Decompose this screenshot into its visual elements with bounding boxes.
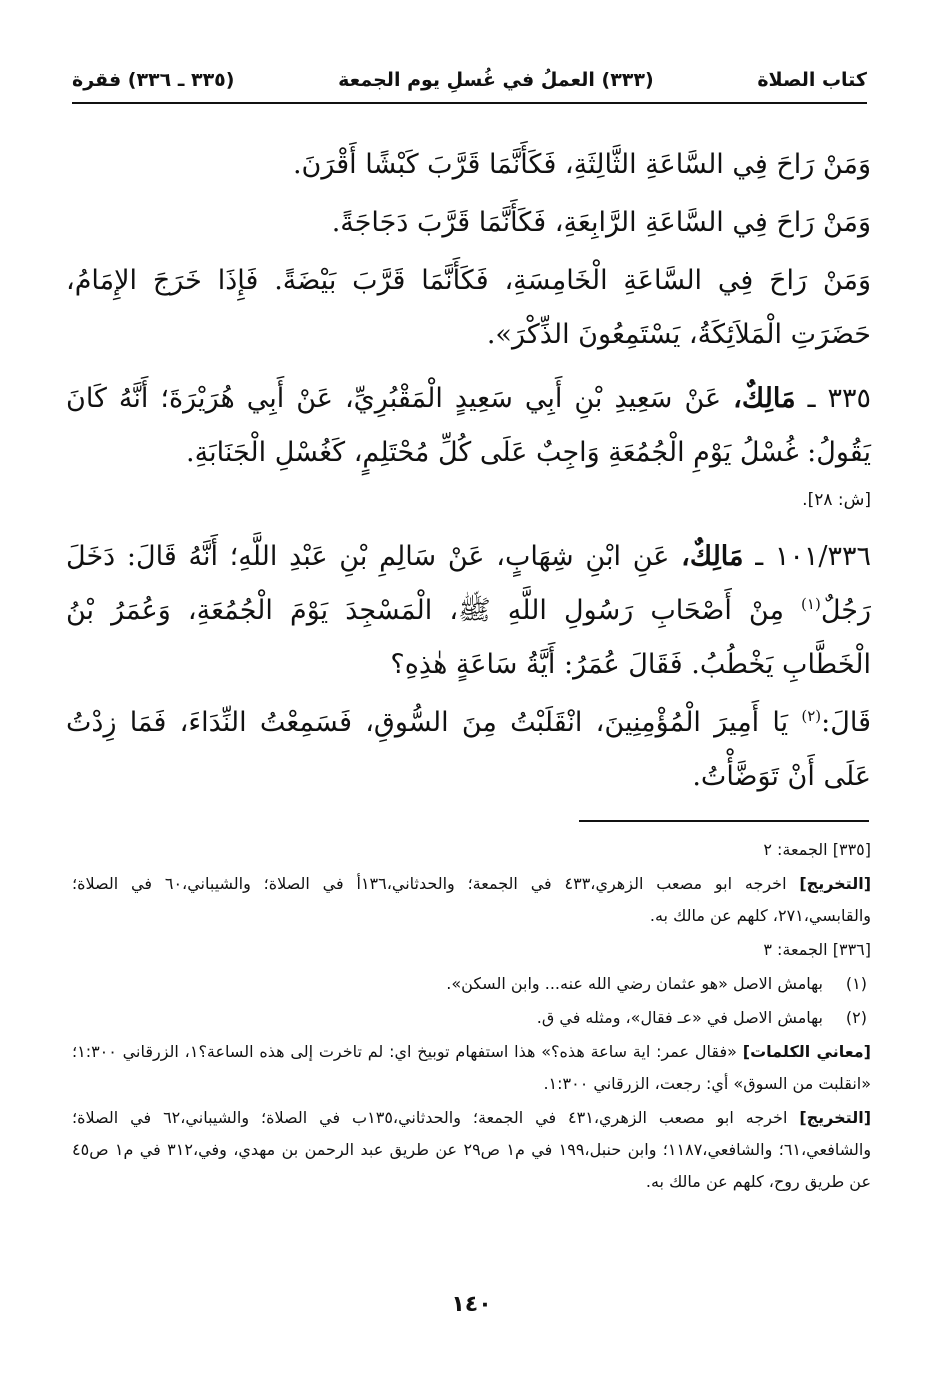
note-335-source-text: الجمعة: ٢: [763, 840, 828, 859]
note-335-source: [72, 834, 871, 866]
note-335-takhrij-text: اخرجه ابو مصعب الزهري،٤٣٣ في الجمعة؛ والحدثاني،١٣٦أ في الصلاة؛ والشيباني،٦٠ في الصلاة؛ والقابسي،٢٧١، كلهم عن مالك به.: [72, 874, 871, 925]
hadith-336-text-a: عَنِ ابْنِ شِهَابٍ، عَنْ سَالِمِ بْنِ عَبْدِ اللَّهِ؛ أَنَّهُ قَالَ: دَخَلَ رَجُلٌ: [66, 541, 871, 626]
paragraph-fourth-hour: وَمَنْ رَاحَ فِي السَّاعَةِ الرَّابِعَةِ، فَكَأَنَّمَا قَرَّبَ دَجَاجَةً.: [331, 207, 871, 238]
footnote-1-text: بهامش الاصل «هو عثمان رضي الله عنه... وابن السكن».: [446, 974, 823, 993]
footnote-1-number: (١): [845, 974, 867, 993]
reply-text: يَا أَمِيرَ الْمُؤْمِنِينَ، انْقَلَبْتُ مِنَ السُّوقِ، فَسَمِعْتُ النِّدَاءَ، فَمَا زِدْتُ عَلَى أَنْ تَوَضَّأْتُ.: [66, 707, 871, 792]
running-header: [72, 58, 867, 104]
reply-said: قَالَ:: [821, 707, 871, 738]
footnote-divider: [579, 820, 869, 822]
paragraph-third-hour: وَمَنْ رَاحَ فِي السَّاعَةِ الثَّالِثَةِ، فَكَأَنَّمَا قَرَّبَ كَبْشًا أَقْرَنَ.: [292, 149, 871, 180]
note-336-source-text: الجمعة: ٣: [763, 940, 828, 959]
header-chapter-title: (٣٣٣) العملُ في غُسلِ يوم الجمعة: [338, 69, 654, 91]
paragraph-reply: [66, 696, 871, 804]
hadith-335-text: عَنْ سَعِيدِ بْنِ أَبِي سَعِيدٍ الْمَقْبُرِيِّ، عَنْ أَبِي هُرَيْرَةَ؛ أَنَّهُ كَانَ يَقُولُ: غُسْلُ يَوْمِ الْجُمُعَةِ وَاجِبٌ عَلَى كُلِّ مُحْتَلِمٍ، كَغُسْلِ الْجَنَابَةِ.: [66, 383, 871, 468]
hadith-336-number: ١٠١/٣٣٦ ـ: [755, 541, 871, 572]
note-335-takhrij: [72, 868, 871, 932]
footnote-ref-2[interactable]: (٢): [801, 707, 822, 725]
note-335-takhrij-label: [التخريج]: [799, 874, 872, 893]
footnote-2-text: بهامش الاصل في «عـ فقال»، ومثله في ق.: [536, 1008, 823, 1027]
note-336-source: [72, 934, 871, 966]
note-336-takhrij-label: [التخريج]: [799, 1108, 871, 1127]
page-number: ١٤٠: [451, 1292, 492, 1317]
note-word-meanings: [72, 1036, 871, 1100]
header-paragraph-range: (٣٣٥ ـ ٣٣٦) فقرة: [72, 69, 235, 91]
footnotes: [72, 834, 871, 1200]
hadith-335-narrator: مَالِكٌ،: [733, 383, 796, 414]
footnote-1: [72, 968, 871, 1000]
word-meanings-text: «فقال عمر: اية ساعة هذه؟» هذا استفهام توبيخ اي: لم تاخرت إلى هذه الساعة؟١، الزرقاني ١:٣٠٠؛ «انقلبت من السوق» أي: رجعت، الزرقاني ١:٣٠٠.: [72, 1042, 871, 1093]
hadith-335-reference: [ش: ٢٨].: [802, 490, 871, 510]
hadith-336-text-b: مِنْ أَصْحَابِ رَسُولِ اللَّهِ ﷺ، الْمَسْجِدَ يَوْمَ الْجُمُعَةِ، وَعُمَرُ بْنُ الْخَطَّابِ يَخْطُبُ. فَقَالَ عُمَرُ: أَيَّةُ سَاعَةٍ هٰذِهِ؟: [66, 595, 871, 680]
hadith-336: [66, 530, 871, 692]
paragraph-fifth-hour: وَمَنْ رَاحَ فِي السَّاعَةِ الْخَامِسَةِ، فَكَأَنَّمَا قَرَّبَ بَيْضَةً. فَإِذَا خَرَجَ الإِمَامُ، حَضَرَتِ الْمَلاَئِكَةُ، يَسْتَمِعُونَ الذِّكْرَ».: [66, 265, 871, 350]
footnote-ref-1[interactable]: (١): [801, 595, 821, 613]
note-335-tag: [٣٣٥]: [832, 840, 871, 859]
note-336-takhrij: [72, 1102, 871, 1198]
footnote-2: [72, 1002, 871, 1034]
hadith-335-number: ٣٣٥ ـ: [807, 383, 872, 414]
note-336-takhrij-text: اخرجه ابو مصعب الزهري،٤٣١ في الجمعة؛ والحدثاني،١٣٥ب في الصلاة؛ والشيباني،٦٢ في الصلاة؛ والشافعي،٦١؛ والشافعي،١١٨٧؛ وابن حنبل،١٩٩ في م١ ص٢٩ عن طريق عبد الرحمن بن مهدي، وفي،٣١٢ في م١ ص٤٥ عن طريق روح، كلهم عن مالك به.: [72, 1108, 872, 1191]
main-text: [66, 138, 871, 808]
hadith-336-narrator: مَالِكٌ،: [681, 541, 744, 572]
word-meanings-label: [معاني الكلمات]: [742, 1042, 871, 1061]
header-book-title: كتاب الصلاة: [757, 69, 867, 91]
footnote-2-number: (٢): [845, 1008, 867, 1027]
hadith-335: [66, 372, 871, 520]
note-336-tag: [٣٣٦]: [832, 940, 871, 959]
